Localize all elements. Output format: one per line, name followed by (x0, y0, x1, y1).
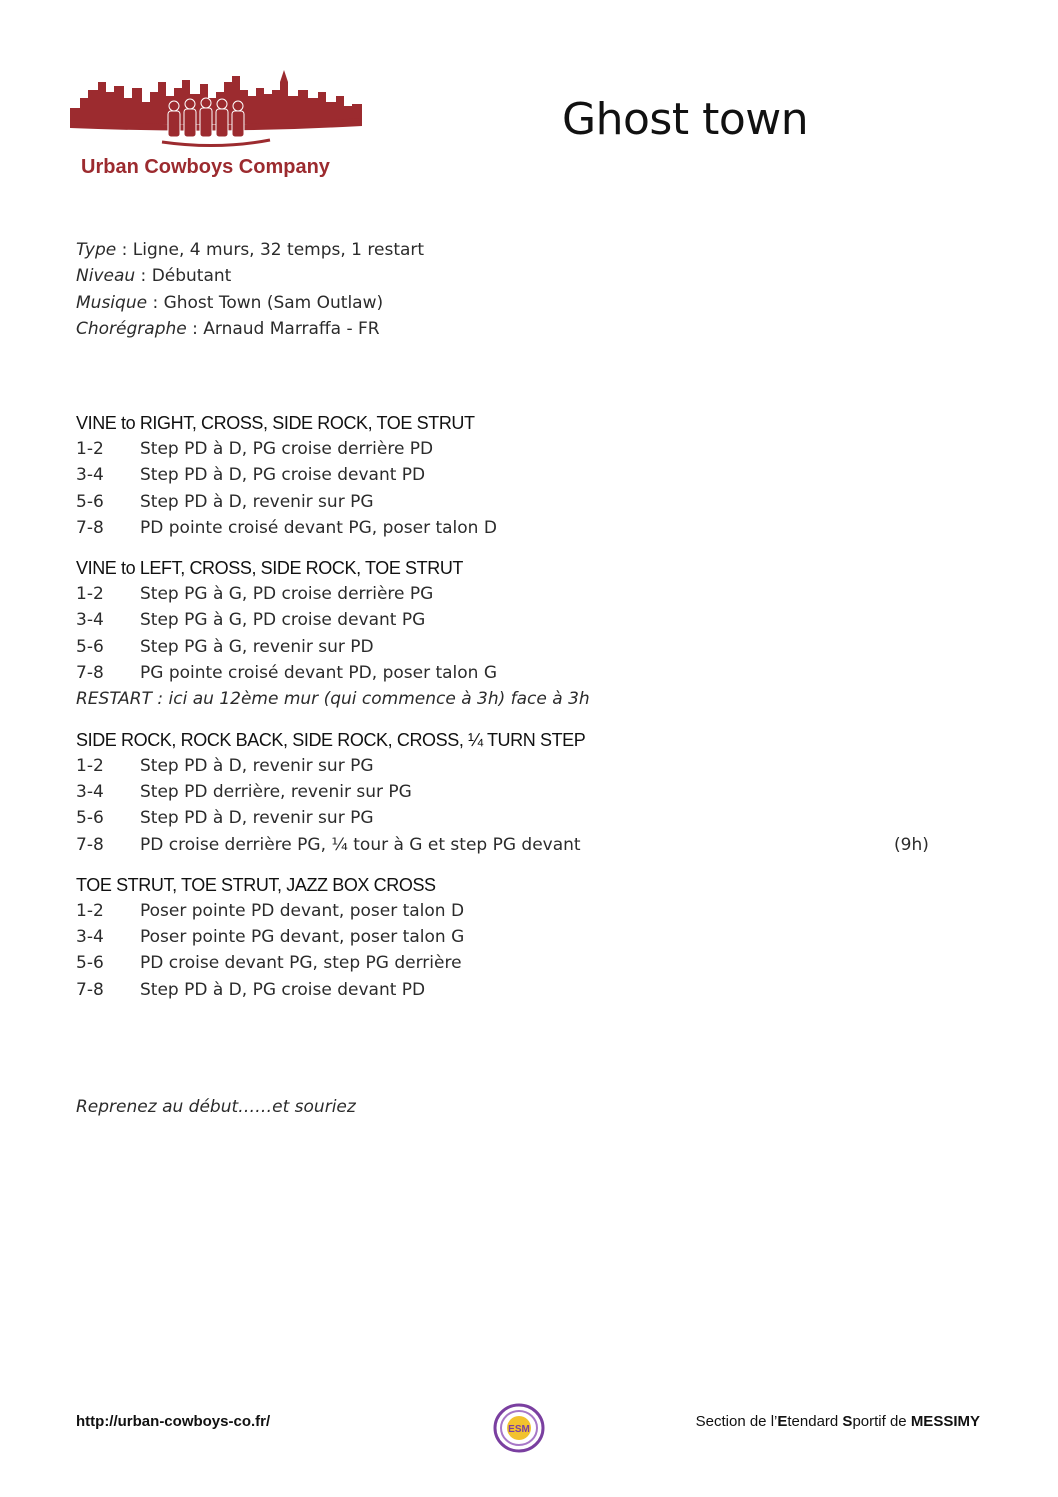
step-description: PD pointe croisé devant PG, poser talon D (140, 517, 497, 538)
step-count: 3-4 (76, 927, 104, 948)
info-row (76, 237, 424, 263)
section-title: VINE to LEFT, CROSS, SIDE ROCK, TOE STRUT (76, 558, 464, 579)
step-wall-direction: (9h) (894, 834, 929, 855)
step-count: 3-4 (76, 610, 104, 631)
step-row (76, 898, 956, 924)
footer-text-part: portif de (852, 1413, 911, 1430)
info-value: : Arnaud Marraffa - FR (186, 318, 380, 339)
skyline-logo-image (70, 68, 365, 158)
footer-text-part: S (842, 1413, 853, 1430)
logo-company-name: Urban Cowboys Company (81, 156, 330, 178)
footer-text-part: Section de l’ (695, 1413, 778, 1430)
step-count: 1-2 (76, 439, 104, 459)
step-description: Poser pointe PG devant, poser talon G (140, 927, 465, 948)
step-row (76, 489, 956, 515)
info-key: Musique (76, 292, 148, 313)
step-count: 5-6 (76, 491, 104, 512)
step-section (76, 727, 956, 858)
step-row (76, 462, 956, 488)
step-description: Step PD à D, PG croise devant PD (140, 465, 426, 486)
info-row (76, 263, 424, 289)
step-row (76, 753, 956, 779)
footer-club-section (696, 1413, 980, 1430)
closing-note: Reprenez au début……et souriez (76, 1097, 356, 1117)
step-description: Poser pointe PD devant, poser talon D (140, 900, 465, 921)
step-description: PG pointe croisé devant PD, poser talon G (140, 663, 498, 684)
step-row (76, 515, 956, 541)
info-value: : Ghost Town (Sam Outlaw) (147, 292, 384, 313)
footer-url: http://urban-cowboys-co.fr/ (76, 1413, 271, 1430)
restart-note: RESTART : ici au 12ème mur (qui commence à 3h) face à 3h (76, 689, 590, 710)
step-count: 3-4 (76, 465, 104, 486)
footer-text-part: E (777, 1413, 788, 1430)
step-row (76, 950, 956, 976)
step-description: Step PD à D, revenir sur PG (140, 755, 374, 776)
info-value: : Débutant (135, 266, 232, 287)
step-row (76, 581, 956, 607)
step-description: Step PG à G, PD croise derrière PG (140, 584, 434, 605)
info-key: Niveau (76, 266, 136, 287)
step-section (76, 410, 956, 541)
esm-badge-icon (492, 1402, 546, 1454)
step-count: 1-2 (76, 584, 104, 605)
step-description: Step PD à D, PG croise derrière PD (140, 439, 434, 459)
info-row (76, 290, 424, 316)
step-description: PD croise derrière PG, ¼ tour à G et step PG devant (140, 834, 581, 855)
info-row (76, 316, 424, 342)
step-row (76, 832, 956, 858)
step-description: Step PD à D, revenir sur PG (140, 808, 374, 829)
step-count: 3-4 (76, 781, 104, 802)
footer-text-part: tendard (787, 1413, 843, 1430)
section-title: SIDE ROCK, ROCK BACK, SIDE ROCK, CROSS, ¼ TURN STEP (76, 729, 586, 750)
page-title: Ghost town (562, 94, 809, 145)
step-count: 7-8 (76, 517, 104, 538)
step-row (76, 436, 956, 462)
step-row (76, 977, 956, 1003)
info-value: : Ligne, 4 murs, 32 temps, 1 restart (116, 240, 425, 260)
step-count: 5-6 (76, 636, 104, 657)
step-count: 5-6 (76, 953, 104, 974)
step-count: 7-8 (76, 663, 104, 684)
esm-badge-text: ESM (508, 1424, 530, 1435)
info-key: Type (76, 240, 117, 260)
step-description: Step PD à D, revenir sur PG (140, 491, 374, 512)
step-section (76, 872, 956, 1003)
step-section (76, 555, 956, 712)
step-row (76, 779, 956, 805)
step-count: 7-8 (76, 834, 104, 855)
step-count: 5-6 (76, 808, 104, 829)
step-description: PD croise devant PG, step PG derrière (140, 953, 462, 974)
step-sections (76, 410, 956, 1017)
step-row (76, 805, 956, 831)
step-description: Step PG à G, revenir sur PD (140, 636, 374, 657)
company-logo (70, 68, 365, 183)
step-row (76, 924, 956, 950)
section-title: VINE to RIGHT, CROSS, SIDE ROCK, TOE STRUT (76, 413, 475, 433)
step-count: 7-8 (76, 979, 104, 1000)
step-row (76, 634, 956, 660)
dance-info (76, 237, 424, 342)
section-title: TOE STRUT, TOE STRUT, JAZZ BOX CROSS (76, 874, 436, 895)
info-key: Chorégraphe (76, 318, 187, 339)
step-count: 1-2 (76, 755, 104, 776)
step-count: 1-2 (76, 900, 104, 921)
footer-text-part: MESSIMY (910, 1413, 980, 1430)
step-row (76, 607, 956, 633)
step-description: Step PG à G, PD croise devant PG (140, 610, 426, 631)
step-description: Step PD derrière, revenir sur PG (140, 781, 412, 802)
step-row (76, 660, 956, 686)
step-description: Step PD à D, PG croise devant PD (140, 979, 426, 1000)
